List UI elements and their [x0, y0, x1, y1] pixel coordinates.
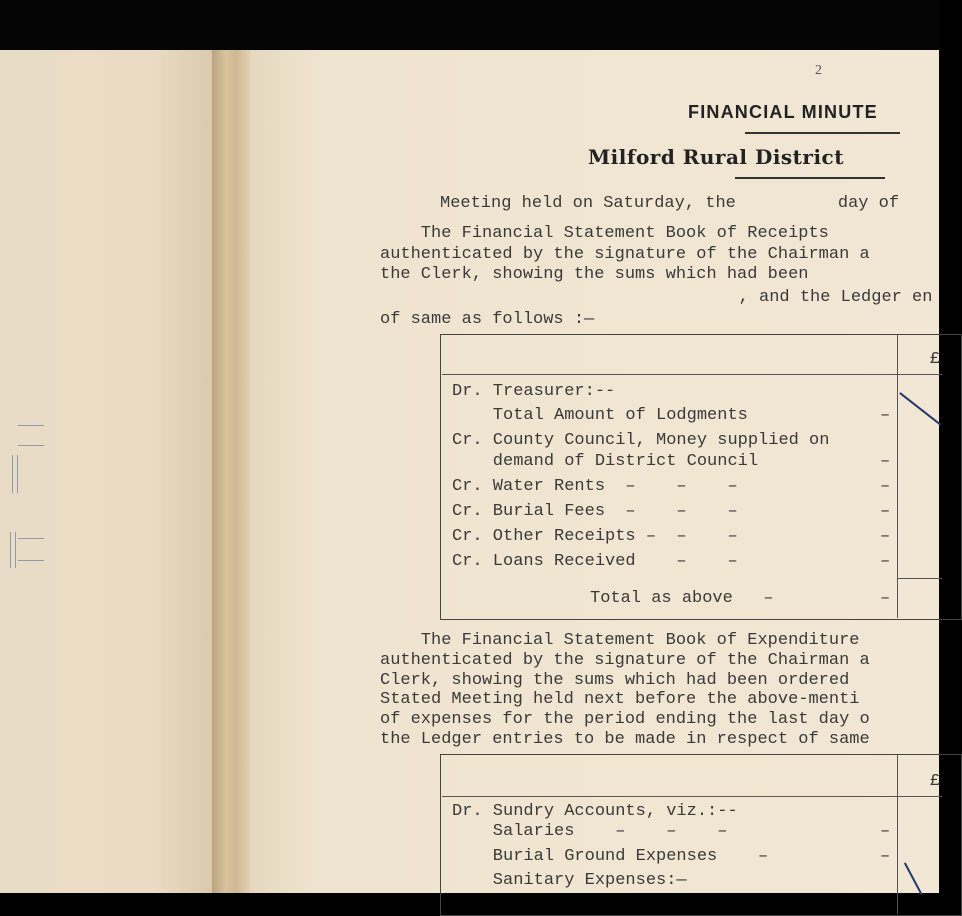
- receipts-row-dash: –: [880, 406, 891, 425]
- expenditure-row-label: Dr. Sundry Accounts, viz.:--: [452, 802, 738, 821]
- ink-mark: [10, 532, 11, 568]
- receipts-para-line: The Financial Statement Book of Receipts: [380, 224, 829, 243]
- receipts-para-line: the Clerk, showing the sums which had been: [380, 265, 809, 284]
- ink-mark: [12, 455, 13, 493]
- receipts-para-line: , and the Ledger en: [555, 288, 933, 307]
- expenditure-row-label: Burial Ground Expenses –: [452, 847, 769, 866]
- receipts-row-dash: –: [880, 552, 891, 571]
- heading-rule: [745, 132, 900, 134]
- receipts-total-label: Total as above –: [590, 589, 774, 608]
- receipts-row-label: demand of District Council: [452, 452, 759, 471]
- scan-border-top: [0, 0, 939, 50]
- expenditure-para-line: the Ledger entries to be made in respect of same: [380, 730, 870, 749]
- book-gutter: [212, 50, 252, 893]
- receipts-row-dash: –: [880, 452, 891, 471]
- receipts-row-label: Cr. Loans Received – –: [452, 552, 738, 571]
- ink-mark: [15, 532, 16, 568]
- expenditure-para-line: Stated Meeting held next before the above-menti: [380, 690, 860, 709]
- receipts-row-dash: –: [880, 527, 891, 546]
- receipts-currency: £: [930, 350, 941, 369]
- left-page: [0, 50, 215, 893]
- receipts-row-label: Cr. Burial Fees – – –: [452, 502, 738, 521]
- ink-mark: [18, 538, 44, 539]
- receipts-column-divider: [897, 334, 898, 618]
- expenditure-row-dash: –: [880, 847, 891, 866]
- expenditure-currency: £: [930, 772, 941, 791]
- receipts-row-label: Dr. Treasurer:--: [452, 382, 616, 401]
- receipts-total-rule: [897, 578, 942, 579]
- receipts-row-dash: –: [880, 477, 891, 496]
- meeting-line: Meeting held on Saturday, the day of: [440, 194, 900, 213]
- expenditure-row-label: Salaries – – –: [452, 822, 728, 841]
- subheading-rule: [735, 177, 885, 179]
- receipts-total-dash: –: [880, 589, 891, 608]
- receipts-para-line: authenticated by the signature of the Chairman a: [380, 245, 870, 264]
- expenditure-row-dash: –: [880, 822, 891, 841]
- expenditure-para-line: authenticated by the signature of the Chairman a: [380, 651, 870, 670]
- ink-mark: [17, 455, 18, 493]
- expenditure-row-label: Sanitary Expenses:—: [452, 871, 687, 890]
- receipts-header-rule: [442, 374, 942, 375]
- ink-mark: [18, 425, 44, 426]
- receipts-row-label: Cr. County Council, Money supplied on: [452, 431, 830, 450]
- expenditure-column-divider: [897, 754, 898, 914]
- page-number: 2: [815, 63, 822, 78]
- receipts-row-label: Total Amount of Lodgments: [452, 406, 748, 425]
- receipts-para-line: of same as follows :—: [380, 310, 595, 329]
- ink-mark: [18, 560, 44, 561]
- receipts-row-dash: –: [880, 502, 891, 521]
- expenditure-para-line: of expenses for the period ending the last day o: [380, 710, 870, 729]
- expenditure-para-line: Clerk, showing the sums which had been ordered: [380, 671, 850, 690]
- receipts-row-label: Cr. Water Rents – – –: [452, 477, 738, 496]
- receipts-row-label: Cr. Other Receipts – – –: [452, 527, 738, 546]
- ink-mark: [18, 445, 44, 446]
- expenditure-header-rule: [442, 796, 942, 797]
- district-name: Milford Rural District: [588, 145, 844, 169]
- expenditure-para-line: The Financial Statement Book of Expenditure: [380, 631, 860, 650]
- page-heading: FINANCIAL MINUTE: [688, 102, 878, 122]
